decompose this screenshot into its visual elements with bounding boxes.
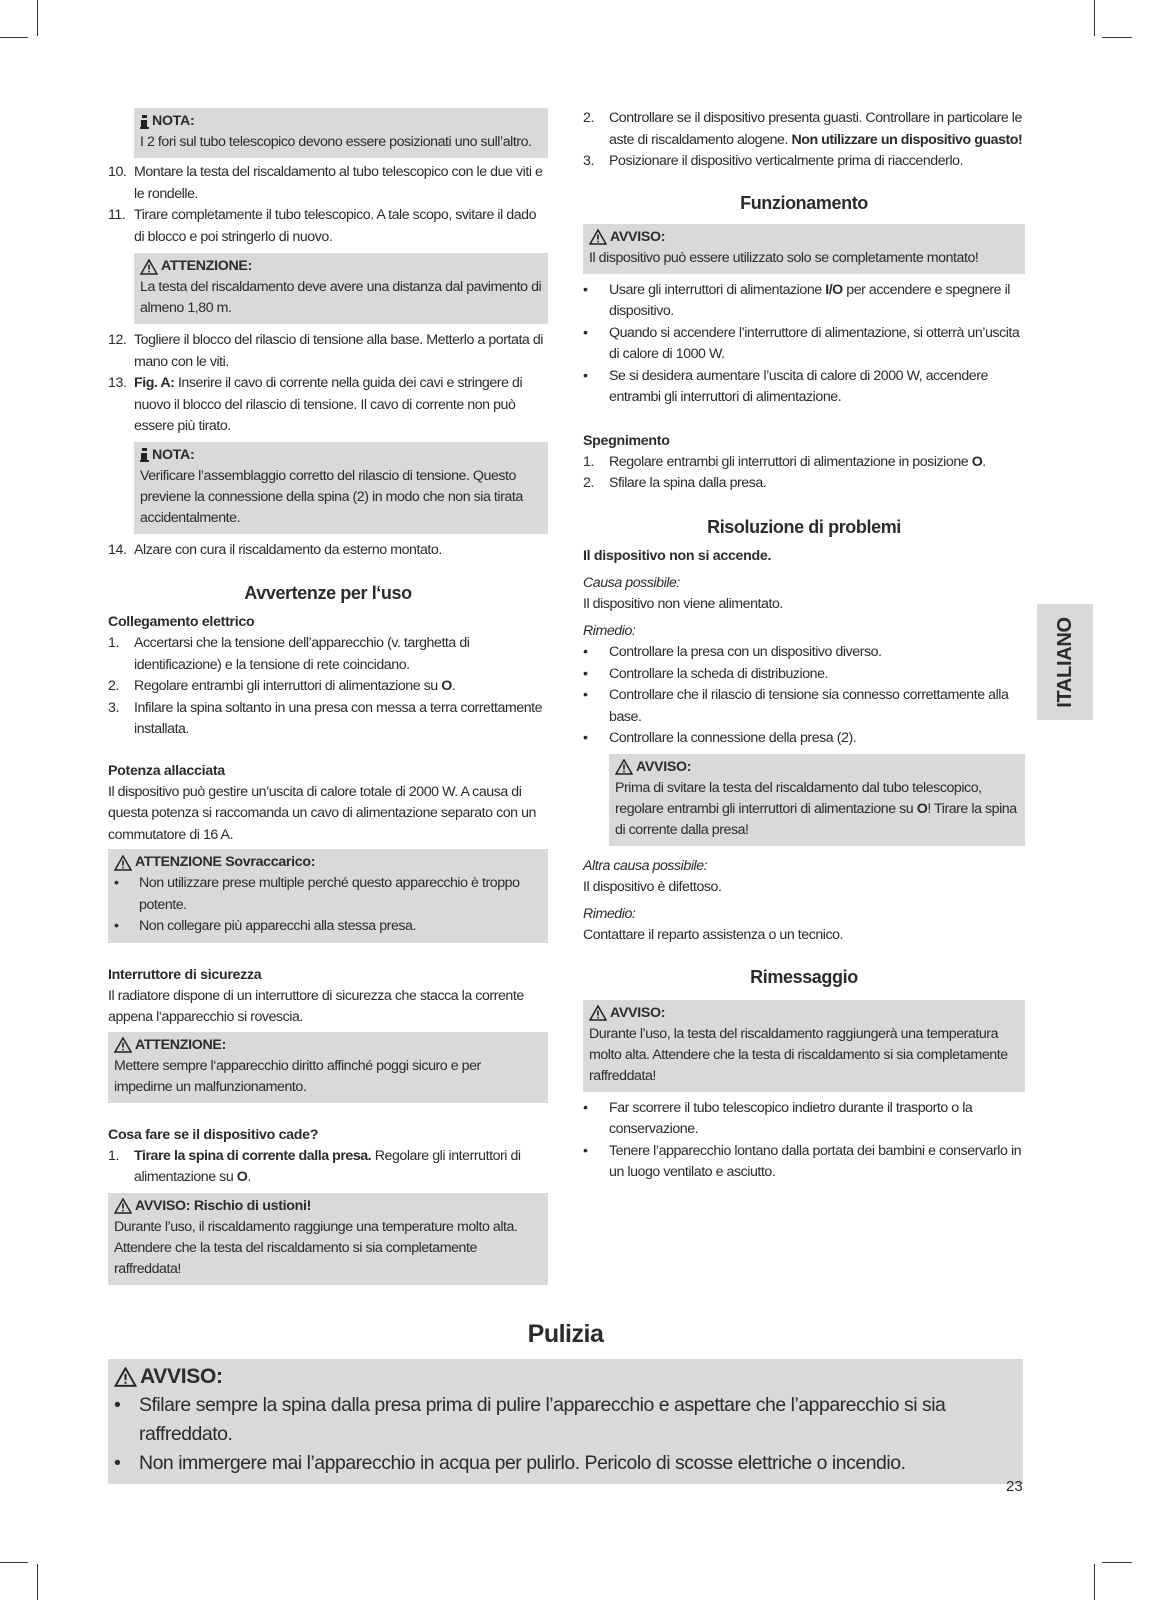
list-item: 3. Infilare la spina soltanto in una presa con messa a terra correttamente installata. [108,699,543,737]
trouble-warning-title: AVVISO: [636,758,692,775]
section-heading-cleaning: Pulizia [527,1320,604,1348]
list-item: • Tenere l’apparecchio lontano dalla portata dei bambini e conservarlo in un luogo ventilato e asciutto. [583,1141,1025,1184]
note-text: I 2 fori sul tubo telescopico devono essere posizionati uno sull’altro. [140,134,532,150]
list-item: 13. Fig. A: Inserire il cavo di corrente nella guida dei cavi e stringere di nuovo il blocco del rilascio di tensione. Il cavo di corrente non può essere più tirato. [108,375,523,434]
cleaning-section [108,1320,1023,1484]
list-item: 14. Alzare con cura il riscaldamento da esterno montato. [108,541,442,558]
language-tab [1037,604,1093,720]
note-box [134,442,548,534]
operation-warning-title: AVVISO: [610,228,666,245]
remedy2-text: Contattare il reparto assistenza o un tecnico. [583,927,844,943]
operation-warning-box [583,224,1025,274]
cleaning-warning-box [108,1359,1023,1484]
list-item: • Non utilizzare prese multiple perché questo apparecchio è troppo potente. [114,873,542,916]
cause2-label: Altra causa possibile: [583,857,708,874]
cleaning-warning-title: AVVISO: [140,1365,223,1388]
storage-warning-box [583,1000,1025,1092]
safety-text: Il radiatore dispone di un interruttore di sicurezza che stacca la corrente appena l‘apparecchio si rovescia. [108,987,524,1025]
section-heading-operation: Funzionamento [740,192,868,213]
crop-mark [0,1562,28,1563]
warning-icon [114,1037,132,1053]
power-text: Il dispositivo può gestire un’uscita di calore totale di 2000 W. A causa di questa potenza si raccomanda un cavo di alimentazione separato con un commutatore di 16 A. [108,783,536,843]
storage-warning-text: Durante l’uso, la testa del riscaldamento raggiungerà una temperatura molto alta. Attendere che la testa di riscaldamento si sia completamente raffreddata! [589,1025,1008,1084]
subheading-off: Spegnimento [583,432,670,449]
list-item: • Sfilare sempre la spina dalla presa prima di pulire l’apparecchio e aspettare che l’apparecchio si sia raffreddato. [114,1391,1015,1449]
check-steps [583,108,1025,173]
section-heading-storage: Rimessaggio [750,966,858,987]
list-item: 2. Sfilare la spina dalla presa. [583,475,767,491]
storage-warning-title: AVVISO: [610,1004,666,1021]
list-item: • Controllare che il rilascio di tensione sia connesso correttamente alla base. [583,685,1025,728]
page-number: 23 [1006,1478,1023,1495]
list-item: • Quando si accendere l’interruttore di alimentazione, si otterrà un’uscita di calore di 1000 W. [583,323,1025,366]
info-icon [140,448,149,462]
list-item: • Se si desidera aumentare l’uscita di calore di 2000 W, accendere entrambi gli interruttori di alimentazione. [583,366,1025,409]
list-item: 3. Posizionare il dispositivo verticalmente prima di riaccenderlo. [583,153,964,169]
attention-text: Mettere sempre l‘apparecchio diritto affinché poggi sicuro e per impedirne un malfunzionamento. [114,1057,481,1095]
subheading-safety: Interruttore di sicurezza [108,966,262,983]
electrical-steps [108,633,548,741]
attention-box [134,253,548,324]
list-item: 2. Controllare se il dispositivo presenta guasti. Controllare in particolare le aste di riscaldamento alogene. Non utilizzare un dispositivo guasto! [583,110,1023,148]
list-item: • Non collegare più apparecchi alla stessa presa. [114,916,542,938]
burn-warning-title: AVVISO: Rischio di ustioni! [135,1197,312,1214]
attention-title: ATTENZIONE: [161,258,253,274]
storage-items [583,1098,1025,1184]
list-item: • Usare gli interruttori di alimentazione I/O per accendere e spegnere il dispositivo. [583,280,1025,323]
left-column [108,108,548,1291]
overload-box [108,849,548,943]
operation-warning-text: Il dispositivo può essere utilizzato solo se completamente montato! [589,249,979,266]
crop-mark [1094,0,1095,36]
list-item: • Controllare la scheda di distribuzione. [583,664,1025,686]
section-heading-troubleshooting: Risoluzione di problemi [707,516,901,537]
warning-icon [589,1005,607,1021]
language-tab-label: ITALIANO [1053,616,1076,708]
operation-items [583,280,1025,409]
note-title: NOTA: [152,113,195,129]
overload-title: ATTENZIONE Sovraccarico: [135,854,316,870]
cause-text: Il dispositivo non viene alimentato. [583,596,783,612]
crop-mark [1102,1562,1132,1563]
fall-steps [108,1146,548,1189]
right-column [583,108,1025,1184]
off-steps [583,452,1025,495]
crop-mark [1102,37,1132,38]
warning-icon [589,229,607,245]
assembly-steps-2 [108,330,548,438]
subheading-fall: Cosa fare se il dispositivo cade? [108,1126,319,1143]
remedy2-label: Rimedio: [583,905,636,922]
burn-warning-text: Durante l’uso, il riscaldamento raggiunge una temperature molto alta. Attendere che la testa del riscaldamento si sia completamente raffreddata! [114,1218,518,1277]
assembly-steps-3 [108,540,548,562]
crop-mark [37,0,38,36]
note-text: Verificare l’assemblaggio corretto del rilascio di tensione. Questo previene la connessione della spina (2) in modo che non sia tirata accidentalmente. [140,467,523,526]
warning-icon [615,759,633,775]
list-item: • Controllare la presa con un dispositivo diverso. [583,642,1025,664]
subheading-trouble: Il dispositivo non si accende. [583,547,772,564]
note-box [134,108,548,158]
subheading-electrical: Collegamento elettrico [108,614,255,630]
crop-mark [37,1564,38,1600]
list-item: 12. Togliere il blocco del rilascio di tensione alla base. Metterlo a portata di mano con le viti. [108,332,544,370]
trouble-warning-box: AVVISO: Prima di svitare la testa del riscaldamento dal tubo telescopico, regolare entrambi gli interruttori di alimentazione su O! Tirare la spina di corrente dalla presa! [609,754,1025,846]
attention-text: La testa del riscaldamento deve avere una distanza dal pavimento di almeno 1,80 m. [140,279,542,316]
list-item: 1. Accertarsi che la tensione dell’apparecchio (v. targhetta di identificazione) e la tensione di rete coincidano. [108,635,470,673]
list-item: 10. Montare la testa del riscaldamento al tubo telescopico con le due viti e le rondelle. [108,164,543,202]
list-item: • Far scorrere il tubo telescopico indietro durante il trasporto o la conservazione. [583,1098,1025,1141]
remedy-label: Rimedio: [583,622,636,639]
burn-warning-box [108,1193,548,1285]
remedy-items [583,642,1025,750]
cause-label: Causa possibile: [583,574,680,591]
cause2-text: Il dispositivo è difettoso. [583,879,722,895]
list-item: 1. Regolare entrambi gli interruttori di alimentazione in posizione O. [583,453,986,470]
warning-icon [114,1367,137,1387]
crop-mark [0,37,28,38]
warning-icon [140,259,158,275]
list-item: • Controllare la connessione della presa (2). [583,728,1025,750]
section-heading-usage: Avvertenze per l‘uso [244,583,412,603]
attention-box [108,1032,548,1103]
attention-title: ATTENZIONE: [135,1036,227,1053]
crop-mark [1094,1564,1095,1600]
list-item: 1. Tirare la spina di corrente dalla presa. Regolare gli interruttori di alimentazione su O. [108,1147,521,1185]
info-icon [140,115,149,129]
assembly-steps [108,162,548,248]
note-title: NOTA: [152,446,195,463]
list-item: 11. Tirare completamente il tubo telescopico. A tale scopo, svitare il dado di blocco e poi stringerlo di nuovo. [108,207,537,245]
subheading-power: Potenza allacciata [108,762,225,779]
list-item: • Non immergere mai l’apparecchio in acqua per pulirlo. Pericolo di scosse elettriche o incendio. [114,1449,1015,1478]
warning-icon [114,1198,132,1214]
warning-icon [114,855,132,871]
list-item: 2. Regolare entrambi gli interruttori di alimentazione su O. [108,678,456,694]
